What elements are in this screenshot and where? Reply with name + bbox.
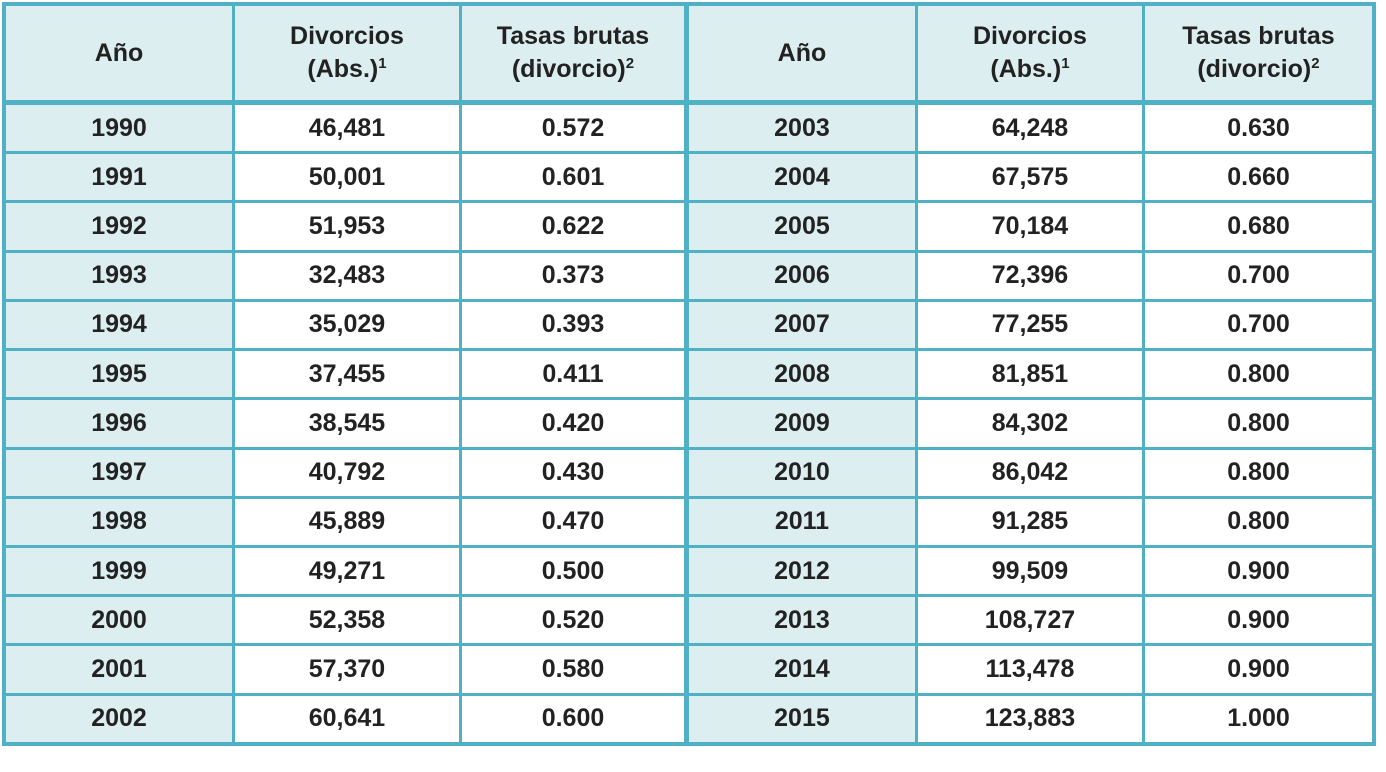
header-divorces-right: Divorcios $(Abs.)^1$ [918,6,1145,105]
rate-cell: 0.800 [1145,450,1372,499]
year-cell: 2009 [689,400,918,449]
table-row [6,499,1372,548]
divorces-cell: 46,481 [235,105,462,154]
rate-cell: 0.520 [462,597,689,646]
header-divorces-left: Divorcios $(Abs.)^1$ [235,6,462,105]
rate-cell: 0.420 [462,400,689,449]
year-cell: 2015 [689,696,918,742]
year-cell: 2001 [6,646,235,695]
footnote-marker-2: 2 [625,55,635,72]
table-row [6,597,1372,646]
header-rate-left: Tasas brutas (divorcio)$^2$ [462,6,689,105]
divorces-cell: 51,953 [235,203,462,252]
table-body [6,105,1372,742]
footnote-marker-1: 1 [378,55,387,72]
year-cell: 2000 [6,597,235,646]
year-cell: 1997 [6,450,235,499]
divorce-statistics-table [2,2,1376,746]
rate-cell: 0.580 [462,646,689,695]
year-cell: 1994 [6,302,235,351]
divorces-cell: 123,883 [918,696,1145,742]
divorces-cell: 67,575 [918,154,1145,203]
year-cell: 2008 [689,351,918,400]
header-year-right: Año [689,6,918,105]
footnote-marker-2: 2 [1311,55,1320,72]
divorces-cell: 72,396 [918,253,1145,302]
year-cell: 1993 [6,253,235,302]
rate-cell: 0.430 [462,450,689,499]
table-row [6,253,1372,302]
table-row [6,646,1372,695]
year-cell: 1990 [6,105,235,154]
rate-cell: 0.800 [1145,499,1372,548]
header-row [6,6,1372,105]
year-cell: 2007 [689,302,918,351]
rate-cell: 0.900 [1145,597,1372,646]
divorces-cell: 35,029 [235,302,462,351]
rate-cell: 0.700 [1145,253,1372,302]
table-row [6,450,1372,499]
year-cell: 2011 [689,499,918,548]
rate-cell: 0.630 [1145,105,1372,154]
year-cell: 2010 [689,450,918,499]
table-row [6,203,1372,252]
rate-cell: 0.900 [1145,646,1372,695]
table-row [6,548,1372,597]
year-cell: 2012 [689,548,918,597]
table-row [6,400,1372,449]
rate-cell: 0.373 [462,253,689,302]
rate-cell: 0.411 [462,351,689,400]
divorces-cell: 60,641 [235,696,462,742]
divorces-cell: 49,271 [235,548,462,597]
year-cell: 1998 [6,499,235,548]
rate-cell: 0.660 [1145,154,1372,203]
divorces-cell: 99,509 [918,548,1145,597]
divorces-cell: 52,358 [235,597,462,646]
rate-cell: 0.900 [1145,548,1372,597]
divorces-cell: 40,792 [235,450,462,499]
table-row [6,696,1372,742]
rate-cell: 0.600 [462,696,689,742]
divorces-cell: 38,545 [235,400,462,449]
year-cell: 2004 [689,154,918,203]
divorces-cell: 108,727 [918,597,1145,646]
rate-cell: 0.393 [462,302,689,351]
divorces-cell: 57,370 [235,646,462,695]
divorces-cell: 86,042 [918,450,1145,499]
rate-cell: 0.622 [462,203,689,252]
divorces-cell: 113,478 [918,646,1145,695]
rate-cell: 0.800 [1145,351,1372,400]
divorces-cell: 37,455 [235,351,462,400]
rate-cell: 0.500 [462,548,689,597]
divorces-cell: 84,302 [918,400,1145,449]
rate-cell: 0.700 [1145,302,1372,351]
table-row [6,302,1372,351]
divorces-cell: 45,889 [235,499,462,548]
year-cell: 1999 [6,548,235,597]
divorces-cell: 32,483 [235,253,462,302]
rate-cell: 0.800 [1145,400,1372,449]
table-header [6,6,1372,105]
divorces-cell: 81,851 [918,351,1145,400]
table-row [6,351,1372,400]
rate-cell: 0.470 [462,499,689,548]
header-rate-right: Tasas brutas (divorcio)$^2$ [1145,6,1372,105]
rate-cell: 0.680 [1145,203,1372,252]
rate-cell: 0.572 [462,105,689,154]
divorce-table-container [2,2,1376,746]
table-row [6,105,1372,154]
year-cell: 1991 [6,154,235,203]
footnote-marker-1: 1 [1061,55,1070,72]
divorces-cell: 77,255 [918,302,1145,351]
year-cell: 2002 [6,696,235,742]
header-year-left: Año [6,6,235,105]
year-cell: 2014 [689,646,918,695]
rate-cell: 1.000 [1145,696,1372,742]
year-cell: 1996 [6,400,235,449]
year-cell: 2006 [689,253,918,302]
table-row [6,154,1372,203]
divorces-cell: 70,184 [918,203,1145,252]
year-cell: 1992 [6,203,235,252]
year-cell: 2005 [689,203,918,252]
year-cell: 2013 [689,597,918,646]
year-cell: 1995 [6,351,235,400]
divorces-cell: 91,285 [918,499,1145,548]
rate-cell: 0.601 [462,154,689,203]
divorces-cell: 64,248 [918,105,1145,154]
year-cell: 2003 [689,105,918,154]
divorces-cell: 50,001 [235,154,462,203]
